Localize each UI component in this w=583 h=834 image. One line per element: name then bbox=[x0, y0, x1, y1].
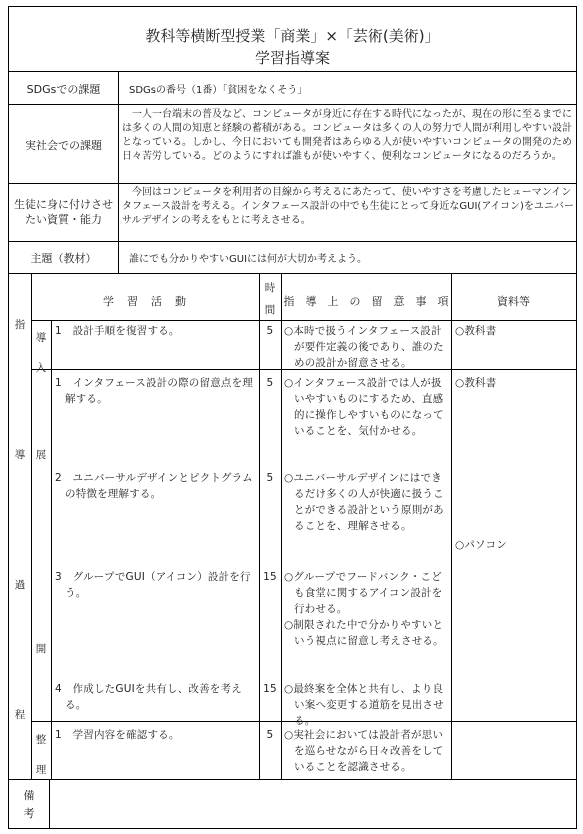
document-subtitle: 学習指導案 bbox=[254, 49, 330, 67]
material-intro-1: ○教科書 bbox=[455, 325, 497, 337]
side-label-char-2: 導 bbox=[14, 449, 26, 461]
activity-dev-1: 1 インタフェース設計の際の留意点を理解する。 bbox=[55, 377, 254, 405]
phase-dev-char-1: 展 bbox=[35, 449, 47, 461]
real-world-issue-text: 一人一台端末の普及など、コンピュータが身近に存在する時代になったが、現在の形に至るまでには多くの人間の知恵と経験の蓄積がある。コンピュータは多くの人の努力で人間が利用しやすい設計となっている。しかし、今日においても開発者はあらゆる人が使いやすいコンピュータの開発のため日々苦労している。どのようにすれば誰もが使いやすく、便利なコンピュータになるのだろうか。 bbox=[122, 109, 572, 162]
time-dev-4: 15 bbox=[263, 683, 277, 695]
time-intro-1: 5 bbox=[266, 325, 274, 337]
header-time: 時間 bbox=[264, 282, 276, 316]
notes-dev-3b: ○制限された中で分かりやすいという視点に留意し考えさせる。 bbox=[284, 619, 444, 647]
sdgs-text: SDGsの番号（1番）「貧困をなくそう」 bbox=[129, 85, 308, 96]
activity-dev-2: 2 ユニバーサルデザインとピクトグラムの特徴を理解する。 bbox=[55, 472, 253, 500]
header-materials: 資料等 bbox=[497, 295, 530, 308]
competency-text: 今回はコンピュータを利用者の目線から考えるにあたって、使いやすさを考慮したヒューマンインタフェース設計を考える。インタフェース設計の中でも生徒にとって身近なGUI(アイコン)をユニバーサルデザインの考えをもとに考えさせる。 bbox=[122, 187, 574, 226]
theme-label: 主題（教材） bbox=[30, 252, 97, 265]
material-dev-1: ○教科書 bbox=[455, 377, 497, 389]
phase-dev-char-2: 開 bbox=[35, 643, 47, 655]
side-label-char-4: 程 bbox=[14, 709, 26, 721]
notes-dev-3a: ○グループでフードバンク・こども食堂に関するアイコン設計を行わせる。 bbox=[284, 571, 443, 615]
lesson-plan-frame bbox=[8, 6, 577, 829]
phase-intro: 導入 bbox=[35, 332, 47, 374]
activity-dev-3: 3 グループでGUI（アイコン）設計を行う。 bbox=[55, 571, 251, 599]
notes-intro-1: ○本時で扱うインタフェース設計が要件定義の後であり、誰のための設計か留意させる。 bbox=[284, 325, 444, 369]
time-dev-1: 5 bbox=[266, 377, 274, 389]
header-notes: 指 導 上 の 留 意 事 項 bbox=[283, 295, 449, 308]
material-dev-2: ○パソコン bbox=[455, 539, 507, 551]
theme-text: 誰にでも分かりやすいGUIには何が大切か考えよう。 bbox=[129, 254, 368, 265]
notes-dev-2: ○ユニバーサルデザインにはできるだけ多くの人が快適に扱うことができる設計という原則があることを、理解させる。 bbox=[284, 472, 444, 532]
activity-summary-1: 1 学習内容を確認する。 bbox=[55, 729, 180, 741]
sdgs-label: SDGsでの課題 bbox=[26, 83, 101, 96]
document-title: 教科等横断型授業「商業」×「芸術(美術)」 bbox=[145, 27, 440, 45]
header-activity: 学 習 活 動 bbox=[103, 295, 187, 308]
time-summary-1: 5 bbox=[266, 729, 274, 741]
activity-intro-1: 1 設計手順を復習する。 bbox=[55, 325, 180, 337]
time-dev-3: 15 bbox=[263, 571, 277, 583]
competency-label: 生徒に身に付けさせたい資質・能力 bbox=[14, 198, 113, 226]
remarks-label: 備考 bbox=[23, 789, 35, 820]
notes-dev-1: ○インタフェース設計では人が扱いやすいものにするため、直感的に操作しやすいものになっていることを、気付かせる。 bbox=[284, 377, 444, 437]
time-dev-2: 5 bbox=[266, 472, 274, 484]
side-label-char-3: 過 bbox=[14, 579, 26, 591]
side-label-char-1: 指 bbox=[14, 319, 26, 331]
real-world-issue-label: 実社会での課題 bbox=[25, 139, 102, 152]
notes-summary-1: ○実社会においては設計者が思いを巡らせながら日々改善をしていることを認識させる。 bbox=[284, 729, 444, 773]
phase-summary: 整理 bbox=[35, 734, 47, 776]
notes-dev-4: ○最終案を全体と共有し、より良い案へ変更する道筋を見出させる。 bbox=[284, 683, 444, 727]
activity-dev-4: 4 作成したGUIを共有し、改善を考える。 bbox=[55, 683, 242, 711]
